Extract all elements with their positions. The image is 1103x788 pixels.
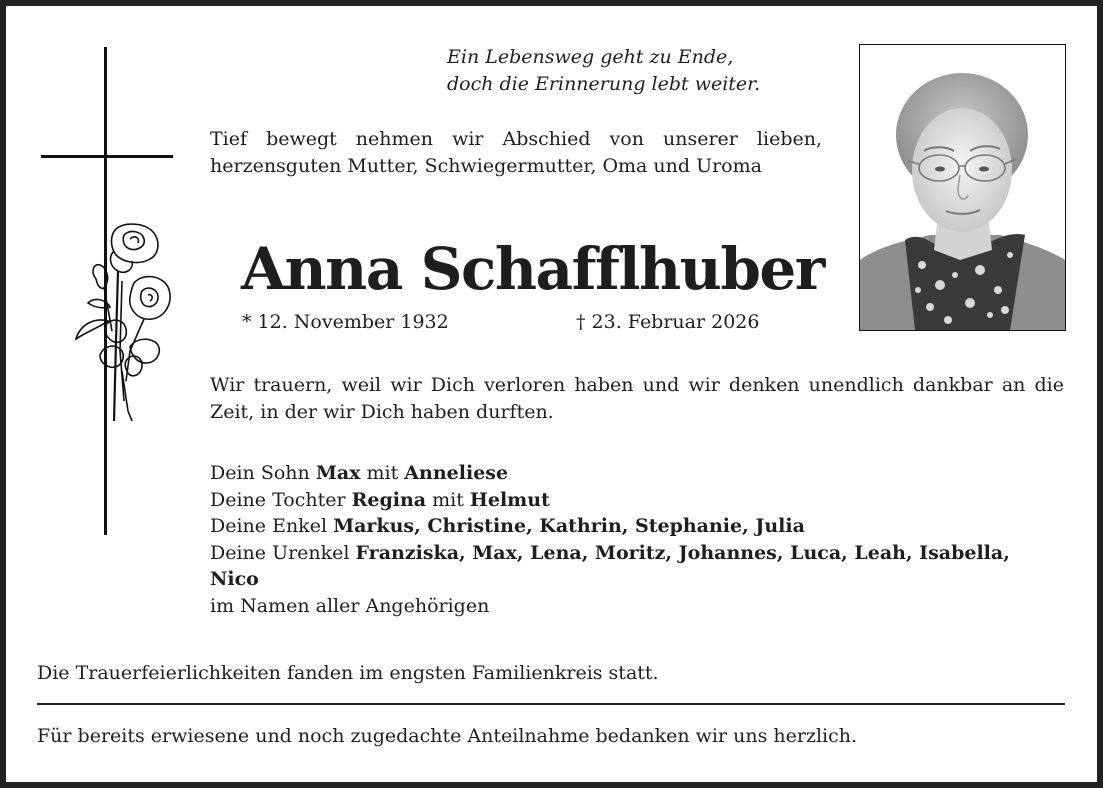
obituary-card (6, 6, 1097, 782)
connector: mit (360, 462, 405, 484)
portrait-photo (859, 44, 1066, 331)
family-name: Max (315, 462, 361, 484)
family-names: Franziska, Max, Lena, Moritz, Johannes, Luca, Leah, Isabella, Nico (210, 541, 1010, 590)
motto (447, 44, 847, 98)
motto-line-2: doch die Erinnerung lebt weiter. (447, 73, 761, 95)
family-line-son (210, 460, 1064, 487)
intro-text: Tief bewegt nehmen wir Abschied von unserer lieben, herzensguten Mutter, Schwiegermutter, Oma und Uroma (210, 128, 822, 177)
portrait-photo-icon (860, 45, 1065, 330)
family-name: Regina (351, 488, 427, 511)
divider (37, 703, 1065, 705)
family-line-daughter (210, 487, 1064, 514)
birth-date: * 12. November 1932 (242, 311, 449, 333)
relation-label: Deine Tochter (210, 488, 352, 511)
mourning-text: Wir trauern, weil wir Dich verloren haben und wir denken unendlich dankbar an die Zeit, in der wir Dich haben durften. (210, 374, 1064, 423)
family-list (210, 460, 1064, 619)
death-date: † 23. Februar 2026 (576, 311, 760, 333)
relation-label: Dein Sohn (210, 462, 316, 484)
relation-label: Deine Urenkel (210, 541, 356, 564)
thanks-note: Für bereits erwiesene und noch zugedachte Anteilnahme bedanken wir uns herzlich. (37, 725, 858, 747)
relation-label: im Namen aller Angehörigen (210, 594, 490, 617)
cross-icon-horizontal-bar (41, 155, 173, 158)
family-line-great-grandchildren (210, 540, 1064, 593)
motto-line-1: Ein Lebensweg geht zu Ende, (447, 46, 734, 68)
funeral-note: Die Trauerfeierlichkeiten fanden im engsten Familienkreis statt. (37, 662, 659, 684)
roses-bouquet-icon (66, 221, 176, 436)
family-names: Markus, Christine, Kathrin, Stephanie, Julia (333, 515, 805, 537)
family-line-all-relatives (210, 593, 1064, 620)
relation-label: Deine Enkel (210, 515, 334, 537)
connector: mit (426, 488, 470, 511)
family-name: Helmut (469, 488, 550, 511)
deceased-name: Anna Schafflhuber (241, 235, 824, 303)
family-line-grandchildren (210, 513, 1064, 540)
family-name: Anneliese (404, 462, 509, 484)
